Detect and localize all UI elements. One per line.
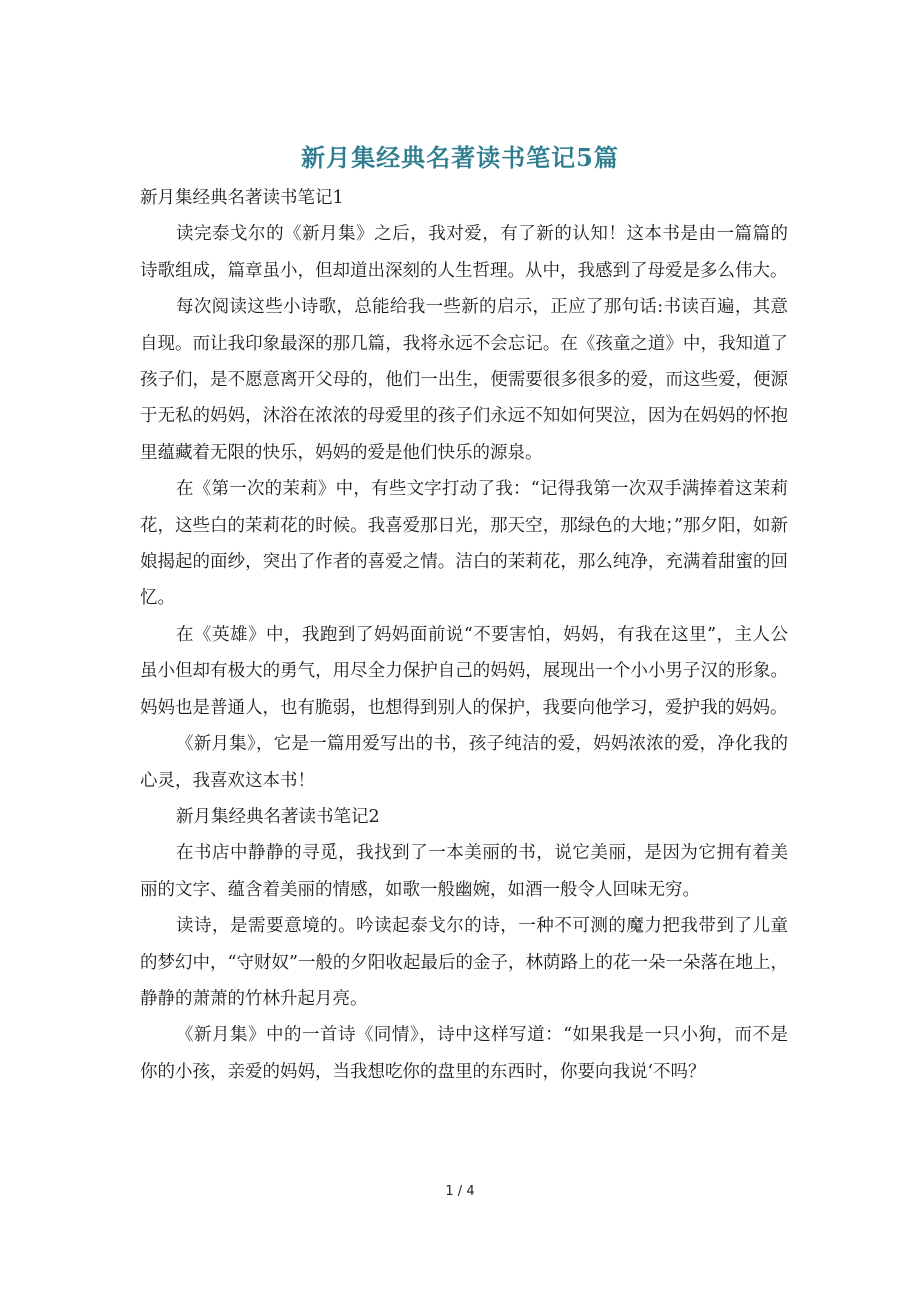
paragraph: 《新月集》，它是一篇用爱写出的书，孩子纯洁的爱，妈妈浓浓的爱，净化我的心灵，我喜欢这本书！ [140, 734, 788, 791]
section-heading-2: 新月集经典名著读书笔记2 [176, 806, 380, 827]
paragraph: 读诗，是需要意境的。吟读起泰戈尔的诗，一种不可测的魔力把我带到了儿童的梦幻中，“守财奴”一般的夕阳收起最后的金子，林荫路上的花一朵一朵落在地上，静静的萧萧的竹林升起月亮。 [140, 916, 788, 1009]
paragraph: 读完泰戈尔的《新月集》之后，我对爱，有了新的认知！这本书是由一篇篇的诗歌组成，篇章虽小，但却道出深刻的人生哲理。从中，我感到了母爱是多么伟大。 [140, 224, 788, 281]
document-body [140, 180, 788, 1090]
section-heading-1: 新月集经典名著读书笔记1 [140, 188, 344, 208]
paragraph: 在《第一次的茉莉》中，有些文字打动了我：“记得我第一次双手满捧着这茉莉花，这些白的茉莉花的时候。我喜爱那日光，那天空，那绿色的大地；”那夕阳，如新娘揭起的面纱，突出了作者的喜爱之情。洁白的茉莉花，那么纯净，充满着甜蜜的回忆。 [140, 479, 788, 609]
paragraph: 在书店中静静的寻觅，我找到了一本美丽的书，说它美丽，是因为它拥有着美丽的文字、蕴含着美丽的情感，如歌一般幽婉，如酒一般令人回味无穷。 [140, 843, 788, 900]
page-indicator: 1 / 4 [445, 1184, 475, 1199]
paragraph: 《新月集》中的一首诗《同情》，诗中这样写道：“如果我是一只小狗，而不是你的小孩，亲爱的妈妈，当我想吃你的盘里的东西时，你要向我说‘不吗？ [140, 1025, 788, 1082]
paragraph: 在《英雄》中，我跑到了妈妈面前说“不要害怕，妈妈，有我在这里”，主人公虽小但却有极大的勇气，用尽全力保护自己的妈妈，展现出一个小小男子汉的形象。妈妈也是普通人，也有脆弱，也想得到别人的保护，我要向他学习，爱护我的妈妈。 [140, 624, 788, 718]
paragraph: 每次阅读这些小诗歌，总能给我一些新的启示，正应了那句话:书读百遍，其意自现。而让我印象最深的那几篇，我将永远不会忘记。在《孩童之道》中，我知道了孩子们，是不愿意离开父母的，他们一出生，便需要很多很多的爱，而这些爱，便源于无私的妈妈，沐浴在浓浓的母爱里的孩子们永远不知如何哭泣，因为在妈妈的怀抱里蕴藏着无限的快乐，妈妈的爱是他们快乐的源泉。 [140, 297, 788, 463]
document-title: 新月集经典名著读书笔记5篇 [301, 143, 619, 172]
